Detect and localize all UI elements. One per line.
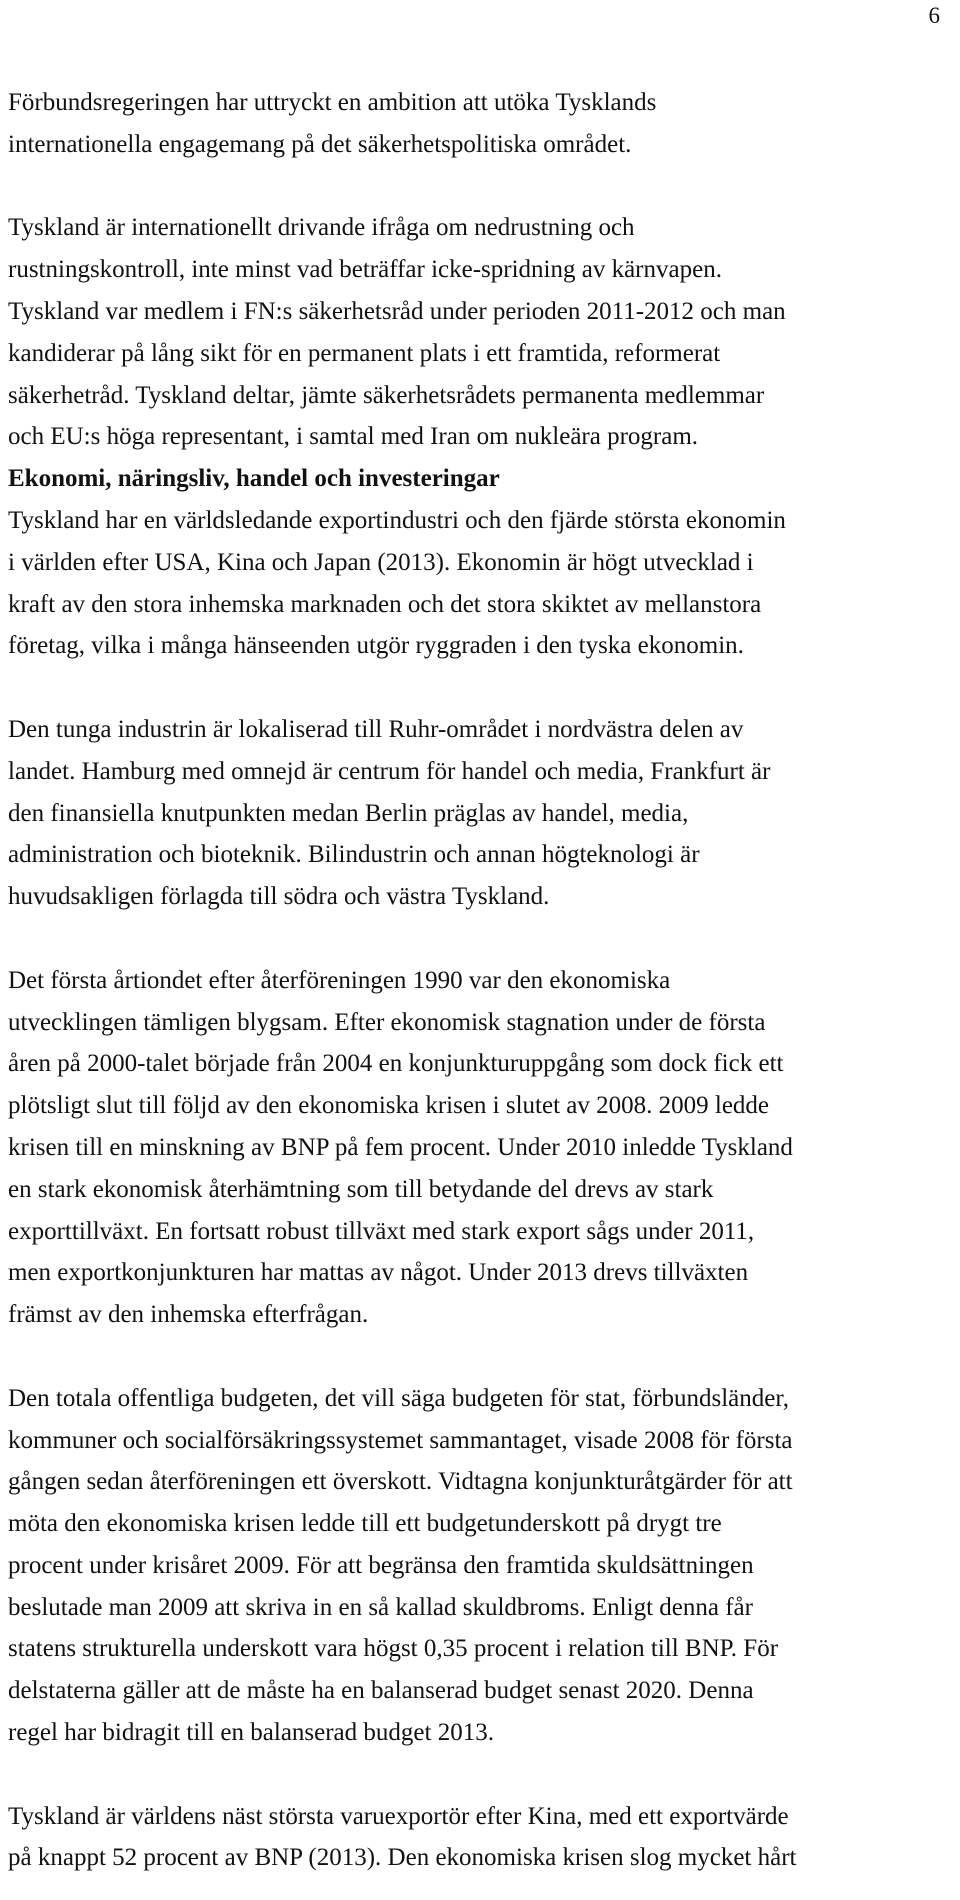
text-line: och EU:s höga representant, i samtal med Iran om nukleära program. [8,423,699,451]
text-line: kommuner och socialförsäkringssystemet sammantaget, visade 2008 för första [8,1426,793,1454]
text-line: rustningskontroll, inte minst vad beträffar icke-spridning av kärnvapen. [8,256,722,284]
text-line: Det första årtiondet efter återföreningen 1990 var den ekonomiska [8,966,671,994]
text-line: statens strukturella underskott vara högst 0,35 procent i relation till BNP. För [8,1635,779,1663]
text-line: gången sedan återföreningen ett överskott. Vidtagna konjunkturåtgärder för att [8,1468,793,1496]
text-line: möta den ekonomiska krisen ledde till ett budgetunderskott på drygt tre [8,1510,722,1538]
paragraph-gap [8,1754,952,1796]
text-line: den finansiella knutpunkten medan Berlin präglas av handel, media, [8,799,689,827]
text-line: på knappt 52 procent av BNP (2013). Den ekonomiska krisen slog mycket hårt [8,1844,797,1872]
text-line: plötsligt slut till följd av den ekonomiska krisen i slutet av 2008. 2009 ledde [8,1092,770,1120]
paragraph-gap [8,1336,952,1378]
text-line: huvudsakligen förlagda till södra och västra Tyskland. [8,883,550,911]
text-line: säkerhetråd. Tyskland deltar, jämte säkerhetsrådets permanenta medlemmar [8,381,765,409]
text-line: krisen till en minskning av BNP på fem procent. Under 2010 inledde Tyskland [8,1133,793,1161]
text-line: internationella engagemang på det säkerhetspolitiska området. [8,130,632,158]
text-line: kraft av den stora inhemska marknaden och det stora skiktet av mellanstora [8,590,762,618]
text-line: Tyskland var medlem i FN:s säkerhetsråd under perioden 2011-2012 och man [8,297,786,325]
text-line: administration och bioteknik. Bilindustrin och annan högteknologi är [8,841,700,869]
text-line: Tyskland är världens näst största varuexportör efter Kina, med ett exportvärde [8,1802,789,1830]
text-line: företag, vilka i många hänseenden utgör ryggraden i den tyska ekonomin. [8,632,744,660]
text-line: kandiderar på lång sikt för en permanent plats i ett framtida, reformerat [8,339,721,367]
text-line: främst av den inhemska efterfrågan. [8,1301,369,1329]
text-line: landet. Hamburg med omnejd är centrum för handel och media, Frankfurt är [8,757,771,785]
section-heading: Ekonomi, näringsliv, handel och investeringar [8,465,500,493]
text-line: exporttillväxt. En fortsatt robust tillväxt med stark export sågs under 2011, [8,1217,755,1245]
page-number: 6 [928,3,940,28]
text-line: men exportkonjunkturen har mattas av något. Under 2013 drevs tillväxten [8,1259,749,1287]
text-line: en stark ekonomisk återhämtning som till betydande del drevs av stark [8,1175,714,1203]
text-line: beslutade man 2009 att skriva in en så kallad skuldbroms. Enligt denna får [8,1593,753,1621]
document-body [8,82,952,1879]
text-line: procent under krisåret 2009. För att begränsa den framtida skuldsättningen [8,1551,754,1579]
paragraph-gap [8,667,952,709]
text-line: Den totala offentliga budgeten, det vill säga budgeten för stat, förbundsländer, [8,1384,789,1412]
text-line: Den tunga industrin är lokaliserad till Ruhr-området i nordvästra delen av [8,715,744,743]
text-line: Tyskland har en världsledande exportindustri och den fjärde största ekonomin [8,506,786,534]
text-line: delstaterna gäller att de måste ha en balanserad budget senast 2020. Denna [8,1677,754,1705]
paragraph-gap [8,166,952,208]
text-line: utvecklingen tämligen blygsam. Efter ekonomisk stagnation under de första [8,1008,766,1036]
text-line: i världen efter USA, Kina och Japan (2013). Ekonomin är högt utvecklad i [8,548,754,576]
text-line: regel har bidragit till en balanserad budget 2013. [8,1719,494,1747]
paragraph-gap [8,918,952,960]
text-line: Förbundsregeringen har uttryckt en ambition att utöka Tysklands [8,89,657,116]
text-line: åren på 2000-talet började från 2004 en konjunkturuppgång som dock fick ett [8,1050,784,1078]
text-line: Tyskland är internationellt drivande ifråga om nedrustning och [8,214,635,242]
